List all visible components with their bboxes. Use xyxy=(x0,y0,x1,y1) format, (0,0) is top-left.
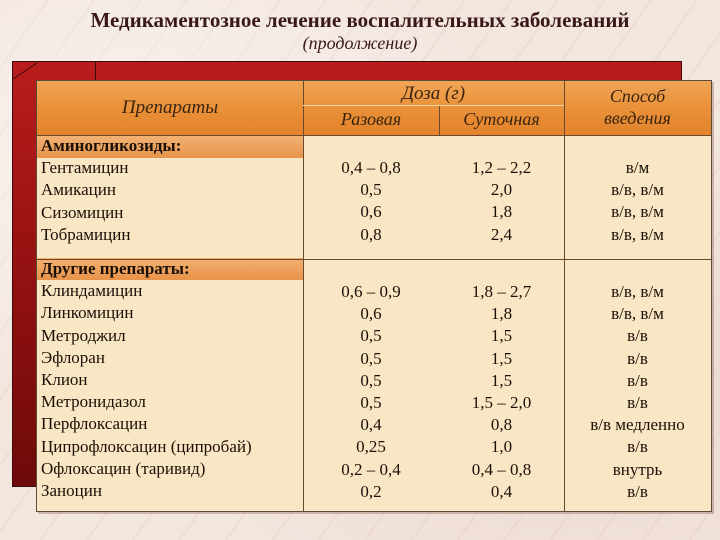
header-route-line1: Способ xyxy=(609,86,666,106)
dose-underline xyxy=(303,105,564,106)
drug-name: Метронидазол xyxy=(41,392,146,412)
daily-dose: 0,4 – 0,8 xyxy=(471,459,532,479)
single-dose: 0,2 – 0,4 xyxy=(341,459,401,479)
drug-name: Линкомицин xyxy=(41,303,134,323)
route: в/в xyxy=(627,481,648,501)
drug-name: Амикацин xyxy=(41,180,116,200)
daily-dose: 1,0 xyxy=(490,437,513,457)
single-dose: 0,2 xyxy=(360,481,382,501)
daily-dose: 1,5 xyxy=(490,348,513,368)
daily-dose: 1,5 – 2,0 xyxy=(471,392,532,412)
drug-name: Офлоксацин (таривид) xyxy=(41,458,206,478)
drug-name: Сизомицин xyxy=(41,202,124,222)
header-route-line2: введения xyxy=(604,108,671,128)
header-dose: Доза (г) xyxy=(401,83,466,104)
daily-dose: 0,8 xyxy=(490,415,513,435)
drug-name: Клион xyxy=(41,369,88,389)
page-subtitle: (продолжение) xyxy=(302,33,418,53)
single-dose: 0,8 xyxy=(360,224,382,244)
route: в/в xyxy=(627,392,648,412)
aminoglycoside-single xyxy=(303,157,439,246)
route: внутрь xyxy=(612,459,663,479)
route: в/в, в/м xyxy=(611,282,664,301)
single-dose: 0,5 xyxy=(360,180,382,200)
single-dose: 0,4 – 0,8 xyxy=(341,158,401,177)
single-dose: 0,5 xyxy=(360,370,382,390)
drug-name: Заноцин xyxy=(41,480,102,500)
route: в/в xyxy=(627,326,648,346)
daily-dose: 1,8 xyxy=(490,304,513,324)
single-dose: 0,6 – 0,9 xyxy=(341,282,401,301)
drug-name: Ципрофлоксацин (ципробай) xyxy=(41,436,252,456)
header-single-dose: Разовая xyxy=(340,109,402,129)
group-title: Аминогликозиды: xyxy=(41,136,182,155)
daily-dose: 1,5 xyxy=(490,326,513,346)
drug-name: Эфлоран xyxy=(41,347,105,367)
single-dose: 0,6 xyxy=(360,202,382,222)
page-title: Медикаментозное лечение воспалительных заболеваний xyxy=(90,8,630,32)
daily-dose: 1,8 xyxy=(490,202,513,222)
daily-dose: 2,4 xyxy=(490,224,513,244)
drug-name: Перфлоксацин xyxy=(41,414,148,434)
single-dose: 0,6 xyxy=(360,304,382,324)
drug-name: Тобрамицин xyxy=(41,224,131,244)
daily-dose: 1,5 xyxy=(490,370,513,390)
route: в/в xyxy=(627,370,648,390)
single-dose: 0,5 xyxy=(360,326,382,346)
route: в/в xyxy=(627,348,648,368)
title-block xyxy=(0,8,720,54)
header-daily-dose: Суточная xyxy=(463,109,540,129)
route: в/в, в/м xyxy=(611,224,664,244)
single-dose: 0,5 xyxy=(360,392,382,412)
frame-divider xyxy=(95,61,96,81)
route: в/в медленно xyxy=(590,415,685,435)
other-single xyxy=(303,281,439,503)
daily-dose: 1,2 – 2,2 xyxy=(471,158,532,177)
daily-dose: 0,4 xyxy=(490,481,513,501)
single-dose: 0,25 xyxy=(356,437,386,457)
route: в/в, в/м xyxy=(611,304,664,324)
aminoglycoside-names xyxy=(41,135,181,246)
other-drug-names xyxy=(41,258,252,502)
daily-dose: 1,8 – 2,7 xyxy=(471,282,532,301)
daily-dose: 2,0 xyxy=(490,180,513,200)
aminoglycoside-route xyxy=(564,157,711,246)
route: в/в, в/м xyxy=(611,180,664,200)
drug-name: Клиндамицин xyxy=(41,281,143,301)
corner-slash xyxy=(12,62,38,80)
aminoglycoside-daily xyxy=(439,157,564,246)
single-dose: 0,4 xyxy=(360,415,382,435)
other-route xyxy=(564,281,711,503)
medication-table xyxy=(36,80,712,512)
header-drugs: Препараты xyxy=(121,97,219,118)
group-title: Другие препараты: xyxy=(41,259,190,278)
route: в/в, в/м xyxy=(611,202,664,222)
other-daily xyxy=(439,281,564,503)
single-dose: 0,5 xyxy=(360,348,382,368)
drug-name: Метроджил xyxy=(41,325,126,345)
header-route xyxy=(564,85,711,131)
route: в/м xyxy=(625,158,650,177)
route: в/в xyxy=(627,437,648,457)
drug-name: Гентамицин xyxy=(41,158,129,178)
